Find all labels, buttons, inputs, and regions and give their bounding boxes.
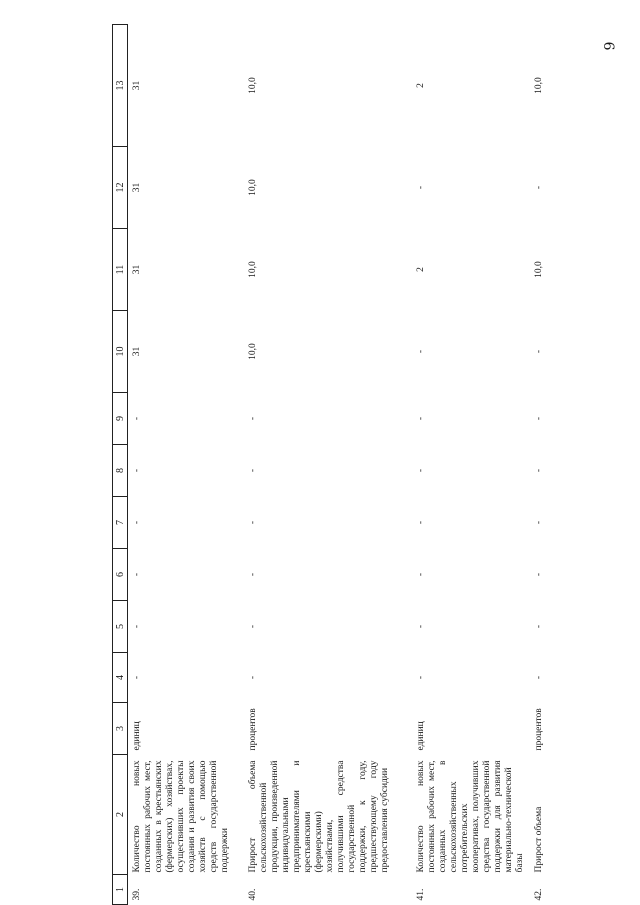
value-cell: 2 xyxy=(416,83,426,88)
row-number: 42. xyxy=(534,888,544,901)
value-cell: - xyxy=(132,624,142,629)
column-header: 7 xyxy=(113,497,128,549)
value-cell: - xyxy=(248,520,258,525)
value-cell: - xyxy=(416,349,426,354)
row-number: 40. xyxy=(248,888,258,901)
value-cell: - xyxy=(534,520,544,525)
value-cell: - xyxy=(416,624,426,629)
value-cell: - xyxy=(248,468,258,473)
rotated-document xyxy=(112,25,632,905)
page-number: 9 xyxy=(602,41,619,51)
value-cell: - xyxy=(248,416,258,421)
column-header: 9 xyxy=(113,393,128,445)
unit-cell: процентов xyxy=(534,708,544,751)
value-cell: - xyxy=(132,572,142,577)
value-cell: - xyxy=(534,349,544,354)
indicator-description: Прирост объема xyxy=(534,806,544,873)
value-cell: - xyxy=(132,520,142,525)
value-cell: - xyxy=(416,416,426,421)
indicator-description: Количество новых постоянных рабочих мест, созданных в сельскохозяйственных потребительских кооперативах, получивших средства государственной поддержки для развития материально-технической базы xyxy=(416,760,525,873)
value-cell: - xyxy=(132,416,142,421)
value-cell: - xyxy=(416,572,426,577)
value-cell: 31 xyxy=(132,264,142,275)
value-cell: - xyxy=(534,624,544,629)
value-cell: 10,0 xyxy=(534,261,544,278)
value-cell: - xyxy=(132,468,142,473)
value-cell: 2 xyxy=(416,267,426,272)
column-header: 4 xyxy=(113,653,128,703)
value-cell: - xyxy=(534,572,544,577)
column-header: 13 xyxy=(113,25,128,147)
value-cell: 10,0 xyxy=(248,179,258,196)
value-cell: 31 xyxy=(132,182,142,193)
value-cell: - xyxy=(132,675,142,680)
table-row xyxy=(244,25,412,905)
unit-cell: единиц xyxy=(416,721,426,751)
header-row xyxy=(113,25,128,905)
table-row xyxy=(128,25,245,905)
value-cell: - xyxy=(248,624,258,629)
value-cell: - xyxy=(534,185,544,190)
column-header: 12 xyxy=(113,147,128,229)
value-cell: - xyxy=(248,572,258,577)
value-cell: - xyxy=(534,416,544,421)
unit-cell: единиц xyxy=(132,721,142,751)
column-header: 3 xyxy=(113,703,128,755)
value-cell: - xyxy=(416,468,426,473)
value-cell: 10,0 xyxy=(248,343,258,360)
unit-cell: процентов xyxy=(248,708,258,751)
table-row xyxy=(412,25,530,905)
row-number: 41. xyxy=(416,888,426,901)
indicator-description: Количество новых постоянных рабочих мест, созданных в крестьянских (фермерских) хозяйствах, осуществивших проекты создания и развития своих хозяйств с помощью средств государственной поддержки xyxy=(132,760,230,873)
value-cell: - xyxy=(416,675,426,680)
row-number: 39. xyxy=(132,888,142,901)
value-cell: 10,0 xyxy=(248,77,258,94)
table-row xyxy=(530,25,568,905)
column-header: 6 xyxy=(113,549,128,601)
column-header: 11 xyxy=(113,229,128,311)
indicators-table xyxy=(112,24,568,905)
indicator-description: Прирост объема сельскохозяйственной продукции, произведенной индивидуальными предпринимателями и крестьянскими (фермерскими) хозяйствами, получившими средства государственной поддержки, к году, предшествующему году предоставления субсидии xyxy=(248,760,390,873)
column-header: 2 xyxy=(113,755,128,875)
value-cell: - xyxy=(248,675,258,680)
value-cell: 10,0 xyxy=(248,261,258,278)
value-cell: 31 xyxy=(132,80,142,91)
column-header: 10 xyxy=(113,311,128,393)
value-cell: - xyxy=(534,675,544,680)
value-cell: - xyxy=(416,520,426,525)
value-cell: - xyxy=(416,185,426,190)
value-cell: 10,0 xyxy=(534,77,544,94)
column-header: 5 xyxy=(113,601,128,653)
value-cell: 31 xyxy=(132,346,142,357)
value-cell: - xyxy=(534,468,544,473)
column-header: 1 xyxy=(113,875,128,905)
column-header: 8 xyxy=(113,445,128,497)
